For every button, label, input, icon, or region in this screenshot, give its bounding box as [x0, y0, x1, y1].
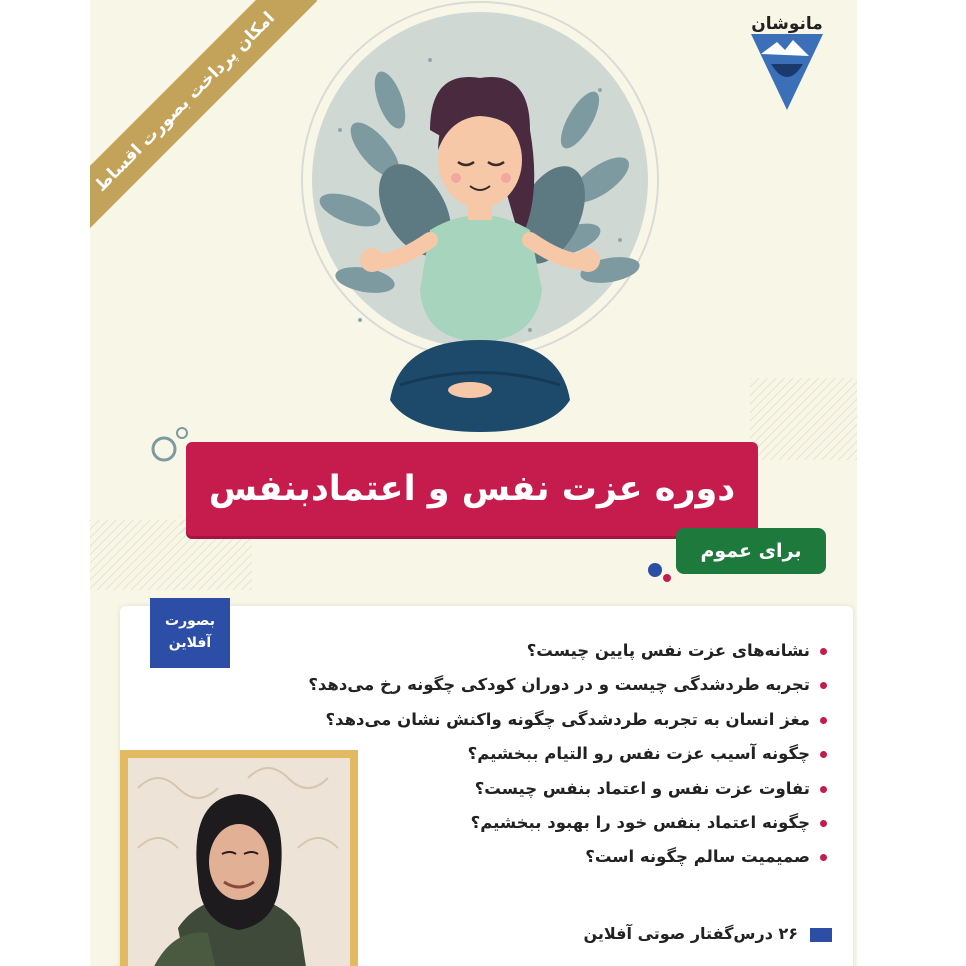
- format-badge-line2: آفلاین: [168, 635, 212, 651]
- audience-badge: برای عموم: [676, 528, 826, 574]
- bullet-dot-icon: [820, 854, 827, 861]
- format-badge-line1: بصورت: [165, 613, 215, 629]
- lessons-note: [583, 924, 832, 943]
- course-poster: [90, 0, 857, 966]
- list-item: [308, 806, 827, 840]
- decorative-circles: [150, 425, 190, 465]
- format-badge: [150, 598, 230, 668]
- topic-text: مغز انسان به تجربه طردشدگی چگونه واکنش نشان می‌دهد؟: [325, 709, 810, 729]
- list-item: [308, 840, 827, 874]
- topic-text: تجربه طردشدگی چیست و در دوران کودکی چگونه رخ می‌دهد؟: [308, 675, 810, 695]
- bullet-dot-icon: [820, 717, 827, 724]
- course-title: دوره عزت نفس و اعتماد‌بنفس: [186, 442, 758, 536]
- bullet-dot-icon: [820, 682, 827, 689]
- brand-name: مانوشان: [751, 14, 823, 34]
- decorative-dots: [645, 560, 675, 584]
- topic-text: نشانه‌های عزت نفس پایین چیست؟: [526, 641, 810, 660]
- list-item: [308, 772, 827, 806]
- topic-text: تفاوت عزت نفس و اعتماد بنفس چیست؟: [474, 778, 810, 798]
- instructor-photo-frame: [120, 750, 358, 966]
- list-item: [308, 668, 827, 702]
- brand-logo: [737, 14, 837, 118]
- promo-ribbon-wrapper: [90, 0, 390, 300]
- topic-text: صمیمیت سالم چگونه است؟: [585, 847, 810, 867]
- list-item: [308, 703, 827, 737]
- bullet-dot-icon: [820, 751, 827, 758]
- list-item: [308, 634, 827, 668]
- bullet-dot-icon: [820, 786, 827, 793]
- lessons-note-text: ۲۶ درس‌گفتار صوتی آفلاین: [583, 924, 798, 943]
- bullet-dot-icon: [820, 820, 827, 827]
- installment-ribbon: امکان پرداخت بصورت اقساط: [90, 0, 317, 234]
- instructor-portrait: [128, 758, 350, 966]
- instructor-photo: [128, 758, 350, 966]
- topics-list: [308, 634, 827, 875]
- square-bullet-icon: [810, 928, 832, 942]
- topic-text: چگونه اعتماد بنفس خود را بهبود ببخشیم؟: [470, 812, 810, 832]
- bullet-dot-icon: [820, 648, 827, 655]
- list-item: [308, 737, 827, 771]
- iceberg-logo-icon: [751, 34, 823, 114]
- decorative-hatch-right: [750, 378, 857, 460]
- topic-text: چگونه آسیب عزت نفس رو التیام ببخشیم؟: [467, 744, 810, 764]
